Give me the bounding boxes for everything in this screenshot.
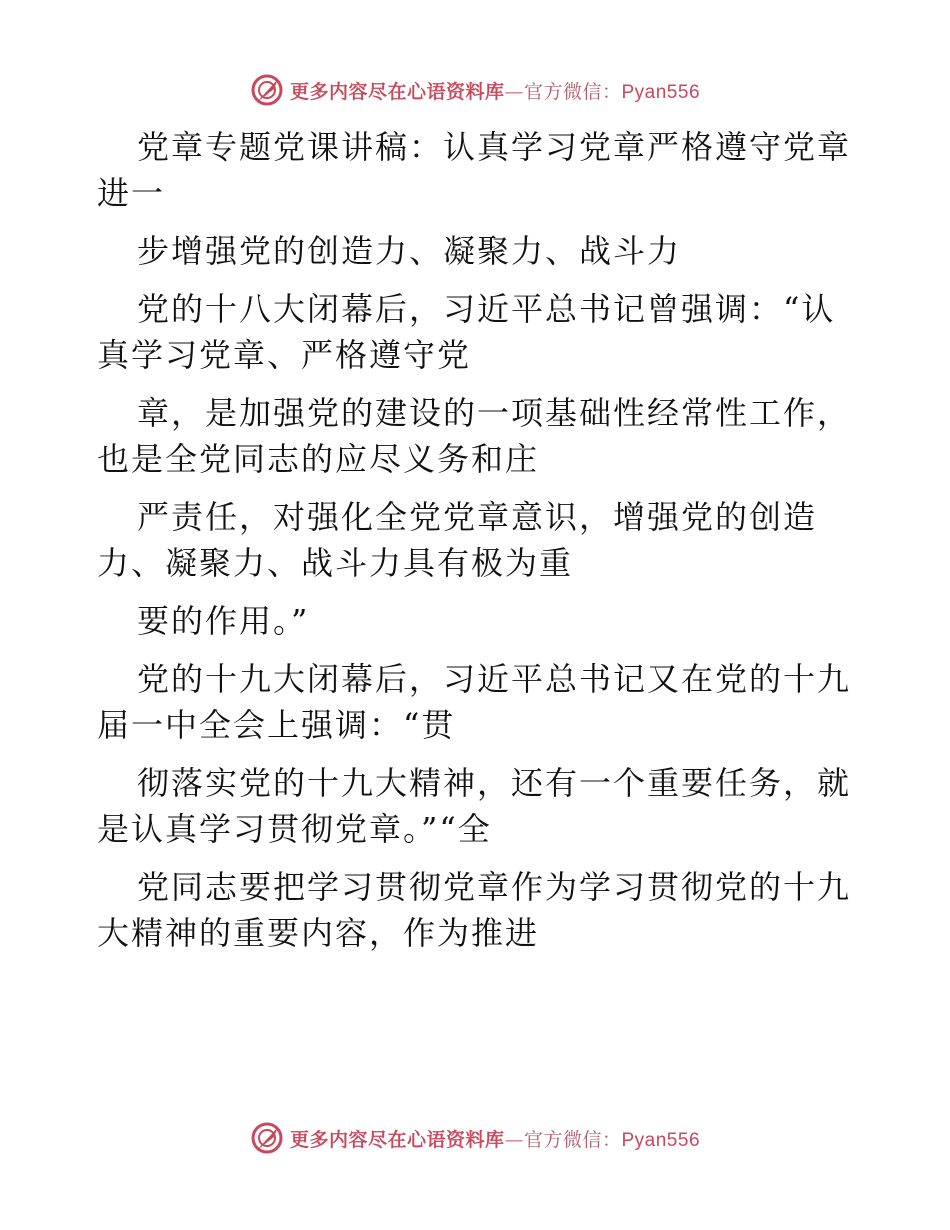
paragraph-line: 党的十八大闭幕后，习近平总书记曾强调：“认 <box>137 290 836 328</box>
watermark-wechat-label: 官方微信： <box>523 1128 622 1151</box>
document-body <box>97 124 857 956</box>
watermark-wechat-label: 官方微信： <box>523 80 622 103</box>
paragraph-line: 章，是加强党的建设的一项基础性经常性工作， <box>137 394 852 432</box>
watermark-text <box>290 1125 700 1152</box>
watermark-text <box>290 77 700 104</box>
paragraph-line: 大精神的重要内容，作为推进 <box>97 914 540 952</box>
header-watermark <box>0 70 950 110</box>
quill-logo-icon <box>250 73 284 107</box>
title-line-continued: 步增强党的创造力、凝聚力、战斗力 <box>137 232 682 270</box>
paragraph-line: 届一中全会上强调：“贯 <box>97 706 456 744</box>
paragraph-line: 也是全党同志的应尽义务和庄 <box>97 440 540 478</box>
watermark-dash: — <box>504 1128 524 1151</box>
watermark-brand: 更多内容尽在心语资料库 <box>289 1128 505 1151</box>
paragraph-line: 要的作用。” <box>137 602 310 640</box>
paragraph-line: 严责任，对强化全党党章意识，增强党的创造 <box>137 498 818 536</box>
watermark-brand: 更多内容尽在心语资料库 <box>289 80 505 103</box>
paragraph-line: 党的十九大闭幕后，习近平总书记又在党的十九 <box>137 660 852 698</box>
quill-logo-icon <box>250 1121 284 1155</box>
watermark-wechat-id: Pyan556 <box>621 81 701 103</box>
paragraph-line: 真学习党章、严格遵守党 <box>97 336 472 374</box>
paragraph-line: 力、凝聚力、战斗力具有极为重 <box>97 544 574 582</box>
title-line: 党章专题党课讲稿：认真学习党章严格遵守党章 <box>137 128 852 166</box>
paragraph-line: 党同志要把学习贯彻党章作为学习贯彻党的十九 <box>137 868 852 906</box>
paragraph-line: 是认真学习贯彻党章。”“全 <box>97 810 492 848</box>
paragraph-line: 彻落实党的十九大精神，还有一个重要任务，就 <box>137 764 852 802</box>
watermark-wechat-id: Pyan556 <box>621 1129 701 1151</box>
footer-watermark <box>0 1118 950 1158</box>
title-line-wrap: 进一 <box>97 174 166 212</box>
watermark-dash: — <box>504 80 524 103</box>
